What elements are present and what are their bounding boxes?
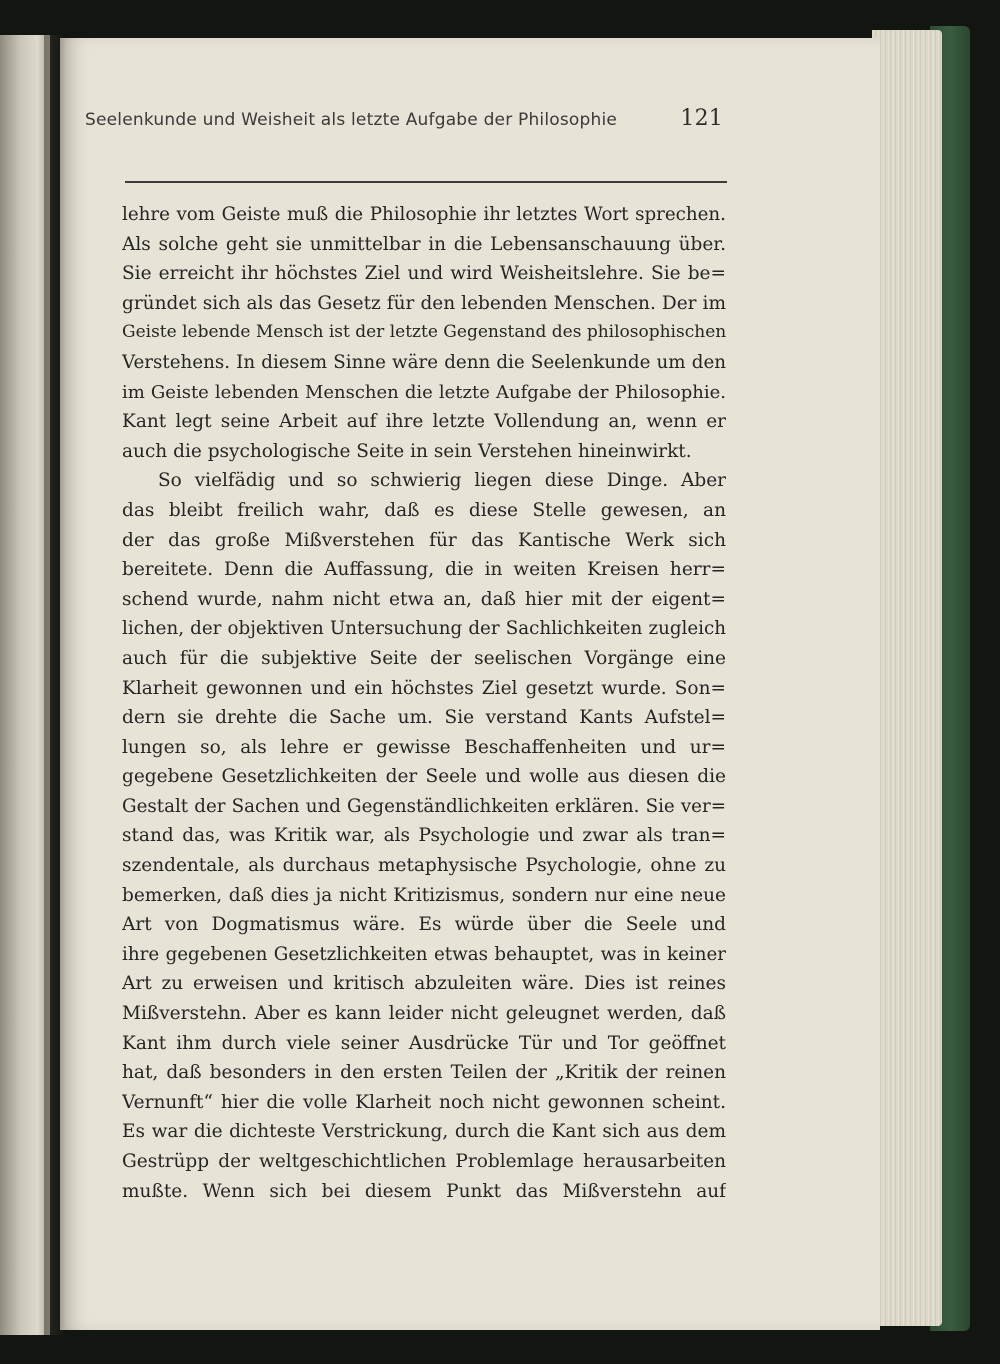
gutter-shadow xyxy=(44,35,66,1335)
text-line: Als solche geht sie unmittelbar in die Lebensanschauung über. xyxy=(122,233,726,255)
body-text xyxy=(122,200,726,1206)
text-line: hat, daß besonders in den ersten Teilen der „Kritik der reinen xyxy=(122,1062,726,1084)
text-line: schend wurde, nahm nicht etwa an, daß hier mit der eigent= xyxy=(122,588,726,610)
text-line: Klarheit gewonnen und ein höchstes Ziel gesetzt wurde. Son= xyxy=(122,677,726,699)
text-line: Gestrüpp der weltgeschichtlichen Problemlage herausarbeiten xyxy=(122,1151,726,1172)
text-line: szendentale, als durchaus metaphysische Psychologie, ohne zu xyxy=(122,855,726,877)
text-line: im Geiste lebenden Menschen die letzte Aufgabe der Philosophie. xyxy=(122,381,726,403)
text-line: gründet sich als das Gesetz für den lebenden Menschen. Der im xyxy=(122,292,726,314)
text-line: das bleibt freilich wahr, daß es diese Stelle gewesen, an xyxy=(122,499,726,521)
text-line: Sie erreicht ihr höchstes Ziel und wird Weisheitslehre. Sie be= xyxy=(122,263,726,285)
text-line: Art von Dogmatismus wäre. Es würde über die Seele und xyxy=(122,914,726,936)
text-line: mußte. Wenn sich bei diesem Punkt das Mißverstehn auf xyxy=(122,1180,726,1202)
text-line: bemerken, daß dies ja nicht Kritizismus, sondern nur eine neue xyxy=(122,884,726,906)
text-line: lichen, der objektiven Untersuchung der Sachlichkeiten zugleich xyxy=(122,618,726,640)
text-line: Kant legt seine Arbeit auf ihre letzte Vollendung an, wenn er xyxy=(122,411,726,433)
page-stack-edge xyxy=(872,30,942,1326)
text-line: Es war die dichteste Verstrickung, durch die Kant sich aus dem xyxy=(122,1121,726,1143)
text-line: stand das, was Kritik war, als Psychologie und zwar als tran= xyxy=(122,825,726,847)
text-line: auch für die subjektive Seite der seelischen Vorgänge eine xyxy=(122,647,726,669)
header-rule xyxy=(125,181,727,183)
text-line: gegebene Gesetzlichkeiten der Seele und wolle aus diesen die xyxy=(122,766,726,788)
text-line: Gestalt der Sachen und Gegenständlichkeiten erklären. Sie ver= xyxy=(122,795,726,817)
text-line: Verstehens. In diesem Sinne wäre denn die Seelenkunde um den xyxy=(122,351,726,373)
text-line: Kant ihm durch viele seiner Ausdrücke Tür und Tor geöffnet xyxy=(122,1032,726,1054)
text-line: der das große Mißverstehen für das Kantische Werk sich xyxy=(122,529,726,551)
text-line: Mißverstehn. Aber es kann leider nicht geleugnet werden, daß xyxy=(122,1003,726,1025)
text-line: Geiste lebende Mensch ist der letzte Gegenstand des philosophischen xyxy=(122,322,726,343)
text-line: So vielfädig und so schwierig liegen diese Dinge. Aber xyxy=(158,470,726,492)
text-line: lehre vom Geiste muß die Philosophie ihr letztes Wort sprechen. xyxy=(122,204,726,225)
text-line: Art zu erweisen und kritisch abzuleiten wäre. Dies ist reines xyxy=(122,973,726,995)
text-line: Vernunft“ hier die volle Klarheit noch nicht gewonnen scheint. xyxy=(122,1091,726,1113)
text-line: ihre gegebenen Gesetzlichkeiten etwas behauptet, was in keiner xyxy=(122,943,726,965)
facing-page-edge xyxy=(0,35,50,1335)
text-line: auch die psychologische Seite in sein Verstehen hineinwirkt. xyxy=(122,440,692,462)
page-number: 121 xyxy=(680,106,723,131)
text-line: bereitete. Denn die Auffassung, die in weiten Kreisen herr= xyxy=(122,559,726,581)
text-line: dern sie drehte die Sache um. Sie verstand Kants Aufstel= xyxy=(122,707,726,729)
running-title: Seelenkunde und Weisheit als letzte Aufgabe der Philosophie xyxy=(85,110,618,130)
text-line: lungen so, als lehre er gewisse Beschaffenheiten und ur= xyxy=(122,736,726,758)
